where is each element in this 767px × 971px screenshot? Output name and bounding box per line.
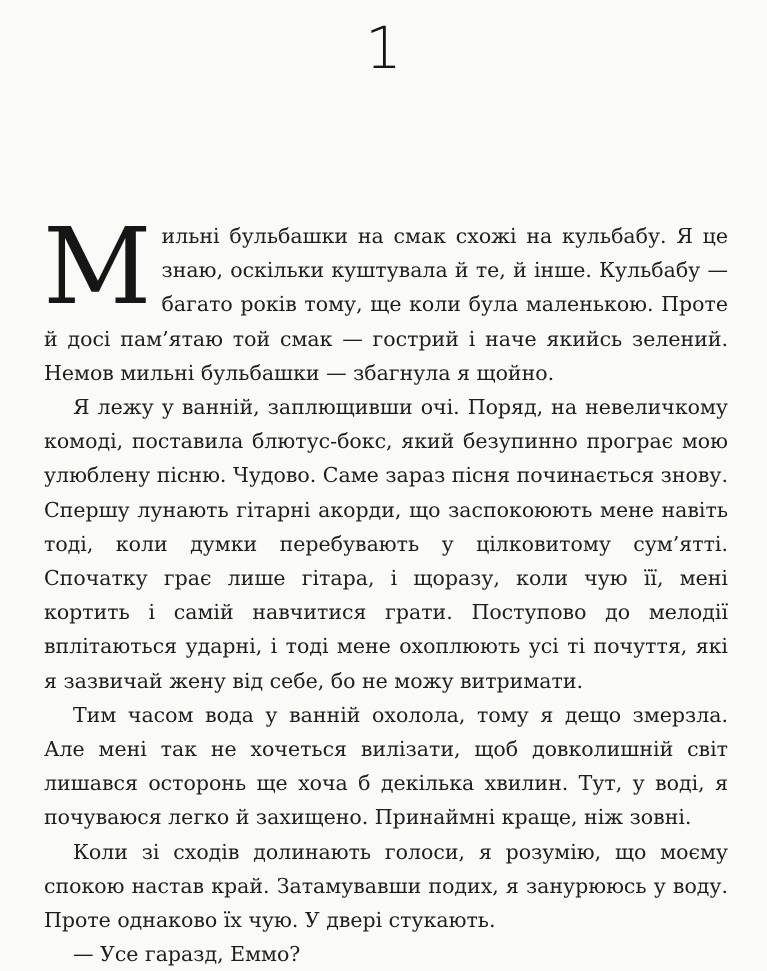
paragraph-5: — Усе гаразд, Еммо? (73, 942, 301, 967)
paragraph-2: Я лежу у ванній, заплющивши очі. Поряд, на невеличкому комоді, поставила блютус-бокс, який безупинно програє мою улюблену пісню. Чудово. Саме зараз пісня починається знову. Спершу лунають гітарні акорди, що заспокоюють мене навіть тоді, коли думки перебувають у цілковитому сум’ятті. Спочатку грає лише гітара, і щоразу, коли чую її, мені кортить і самій навчитися грати. Поступово до мелодії вплітаються ударні, і тоді мене охоплюють усі ті почуття, які я зазвичай жену від себе, бо не можу витримати. (44, 395, 728, 693)
paragraph-1-text: ильні бульбашки на смак схожі на кульбабу. Я це знаю, оскільки куштувала й те, й інше. Кульбабу — багато років тому, ще коли була маленькою. Проте й досі пам’ятаю той смак — гострий і наче якийсь зелений. Немов мильні бульбашки — збагнула я щойно. (44, 224, 728, 385)
drop-cap: М (43, 205, 152, 328)
chapter-number: 1 (365, 14, 402, 82)
paragraph-3: Тим часом вода у ванній охолола, тому я дещо змерзла. Але мені так не хочеться вилізати, щоб довколишній світ лишався осторонь ще хоча б декілька хвилин. Тут, у воді, я почуваюся легко й захищено. Принаймні краще, ніж зовні. (44, 702, 728, 830)
chapter-text (43, 205, 728, 971)
paragraph-1 (43, 205, 728, 390)
paragraph-4: Коли зі сходів долинають голоси, я розумію, що моєму спокою настав край. Затамувавши подих, я занурююсь у воду. Проте однаково їх чую. У двері стукають. (44, 839, 728, 933)
